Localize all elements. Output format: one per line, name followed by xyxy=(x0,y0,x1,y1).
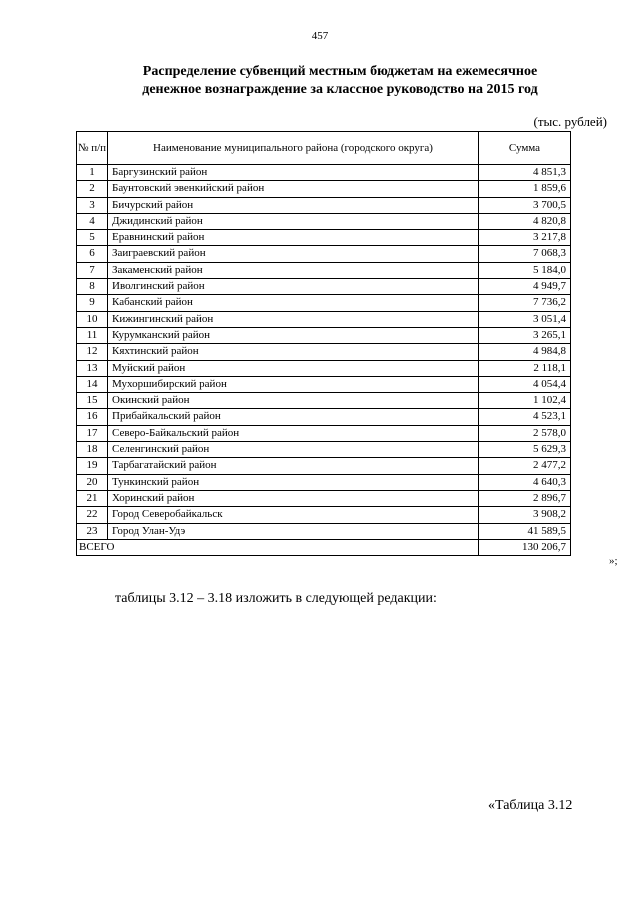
row-sum: 3 051,4 xyxy=(479,311,571,327)
row-num: 19 xyxy=(77,458,108,474)
next-table-label: «Таблица 3.12 xyxy=(488,798,573,813)
table-body xyxy=(77,165,571,540)
row-sum: 4 054,4 xyxy=(479,376,571,392)
table-row xyxy=(77,311,571,327)
row-sum: 1 859,6 xyxy=(479,181,571,197)
subvention-table xyxy=(76,131,571,556)
row-name: Еравнинский район xyxy=(108,230,479,246)
table-row xyxy=(77,523,571,539)
row-name: Закаменский район xyxy=(108,262,479,278)
row-name: Тарбагатайский район xyxy=(108,458,479,474)
row-num: 23 xyxy=(77,523,108,539)
table-row xyxy=(77,181,571,197)
document-title xyxy=(60,63,620,99)
row-sum: 4 984,8 xyxy=(479,344,571,360)
row-num: 8 xyxy=(77,279,108,295)
row-num: 5 xyxy=(77,230,108,246)
header-name: Наименование муниципального района (городского округа) xyxy=(108,132,479,165)
table-row xyxy=(77,360,571,376)
total-row xyxy=(77,539,571,555)
table-row xyxy=(77,507,571,523)
row-num: 14 xyxy=(77,376,108,392)
row-num: 13 xyxy=(77,360,108,376)
table-header-row xyxy=(77,132,571,165)
row-name: Город Северобайкальск xyxy=(108,507,479,523)
row-sum: 4 949,7 xyxy=(479,279,571,295)
table-row xyxy=(77,197,571,213)
title-line-2: денежное вознаграждение за классное руководство на 2015 год xyxy=(142,82,538,97)
row-sum: 7 736,2 xyxy=(479,295,571,311)
row-name: Мухоршибирский район xyxy=(108,376,479,392)
row-sum: 7 068,3 xyxy=(479,246,571,262)
row-sum: 41 589,5 xyxy=(479,523,571,539)
table-row xyxy=(77,295,571,311)
table-row xyxy=(77,230,571,246)
table-row xyxy=(77,458,571,474)
row-sum: 2 896,7 xyxy=(479,490,571,506)
row-name: Муйский район xyxy=(108,360,479,376)
table-row xyxy=(77,393,571,409)
table-row xyxy=(77,474,571,490)
closing-quote: »; xyxy=(609,555,618,567)
table-row xyxy=(77,442,571,458)
row-name: Кабанский район xyxy=(108,295,479,311)
row-name: Курумканский район xyxy=(108,327,479,343)
row-name: Тункинский район xyxy=(108,474,479,490)
table-row xyxy=(77,213,571,229)
row-num: 3 xyxy=(77,197,108,213)
table-row xyxy=(77,490,571,506)
row-name: Джидинский район xyxy=(108,213,479,229)
row-sum: 3 908,2 xyxy=(479,507,571,523)
row-name: Хоринский район xyxy=(108,490,479,506)
total-label: ВСЕГО xyxy=(77,539,479,555)
row-num: 18 xyxy=(77,442,108,458)
header-num: № п/п xyxy=(77,132,108,165)
row-sum: 3 217,8 xyxy=(479,230,571,246)
table-row xyxy=(77,376,571,392)
row-sum: 1 102,4 xyxy=(479,393,571,409)
row-name: Кяхтинский район xyxy=(108,344,479,360)
row-num: 12 xyxy=(77,344,108,360)
row-num: 1 xyxy=(77,165,108,181)
page-number: 457 xyxy=(311,30,329,42)
row-num: 20 xyxy=(77,474,108,490)
row-sum: 4 640,3 xyxy=(479,474,571,490)
row-num: 7 xyxy=(77,262,108,278)
row-num: 16 xyxy=(77,409,108,425)
units-label: (тыс. рублей) xyxy=(533,114,607,129)
table-row xyxy=(77,246,571,262)
row-sum: 2 477,2 xyxy=(479,458,571,474)
row-num: 21 xyxy=(77,490,108,506)
row-name: Прибайкальский район xyxy=(108,409,479,425)
row-name: Северо-Байкальский район xyxy=(108,425,479,441)
row-num: 15 xyxy=(77,393,108,409)
row-sum: 2 118,1 xyxy=(479,360,571,376)
row-sum: 2 578,0 xyxy=(479,425,571,441)
table-row xyxy=(77,409,571,425)
row-sum: 3 700,5 xyxy=(479,197,571,213)
row-num: 9 xyxy=(77,295,108,311)
header-sum: Сумма xyxy=(479,132,571,165)
row-name: Кижингинский район xyxy=(108,311,479,327)
table-row xyxy=(77,262,571,278)
row-name: Селенгинский район xyxy=(108,442,479,458)
row-sum: 4 820,8 xyxy=(479,213,571,229)
table-row xyxy=(77,279,571,295)
row-num: 17 xyxy=(77,425,108,441)
title-line-1: Распределение субвенций местным бюджетам на ежемесячное xyxy=(142,64,538,79)
row-sum: 4 851,3 xyxy=(479,165,571,181)
row-name: Город Улан-Удэ xyxy=(108,523,479,539)
row-name: Баргузинский район xyxy=(108,165,479,181)
row-sum: 5 184,0 xyxy=(479,262,571,278)
row-num: 11 xyxy=(77,327,108,343)
row-name: Заиграевский район xyxy=(108,246,479,262)
row-num: 2 xyxy=(77,181,108,197)
row-num: 4 xyxy=(77,213,108,229)
row-sum: 4 523,1 xyxy=(479,409,571,425)
row-name: Бичурский район xyxy=(108,197,479,213)
instruction-text: таблицы 3.12 – 3.18 изложить в следующей редакции: xyxy=(115,591,437,606)
table-row xyxy=(77,327,571,343)
row-name: Баунтовский эвенкийский район xyxy=(108,181,479,197)
total-sum: 130 206,7 xyxy=(479,539,571,555)
row-name: Иволгинский район xyxy=(108,279,479,295)
row-sum: 5 629,3 xyxy=(479,442,571,458)
row-num: 22 xyxy=(77,507,108,523)
row-num: 10 xyxy=(77,311,108,327)
row-name: Окинский район xyxy=(108,393,479,409)
table-row xyxy=(77,344,571,360)
row-sum: 3 265,1 xyxy=(479,327,571,343)
row-num: 6 xyxy=(77,246,108,262)
table-row xyxy=(77,165,571,181)
table-row xyxy=(77,425,571,441)
